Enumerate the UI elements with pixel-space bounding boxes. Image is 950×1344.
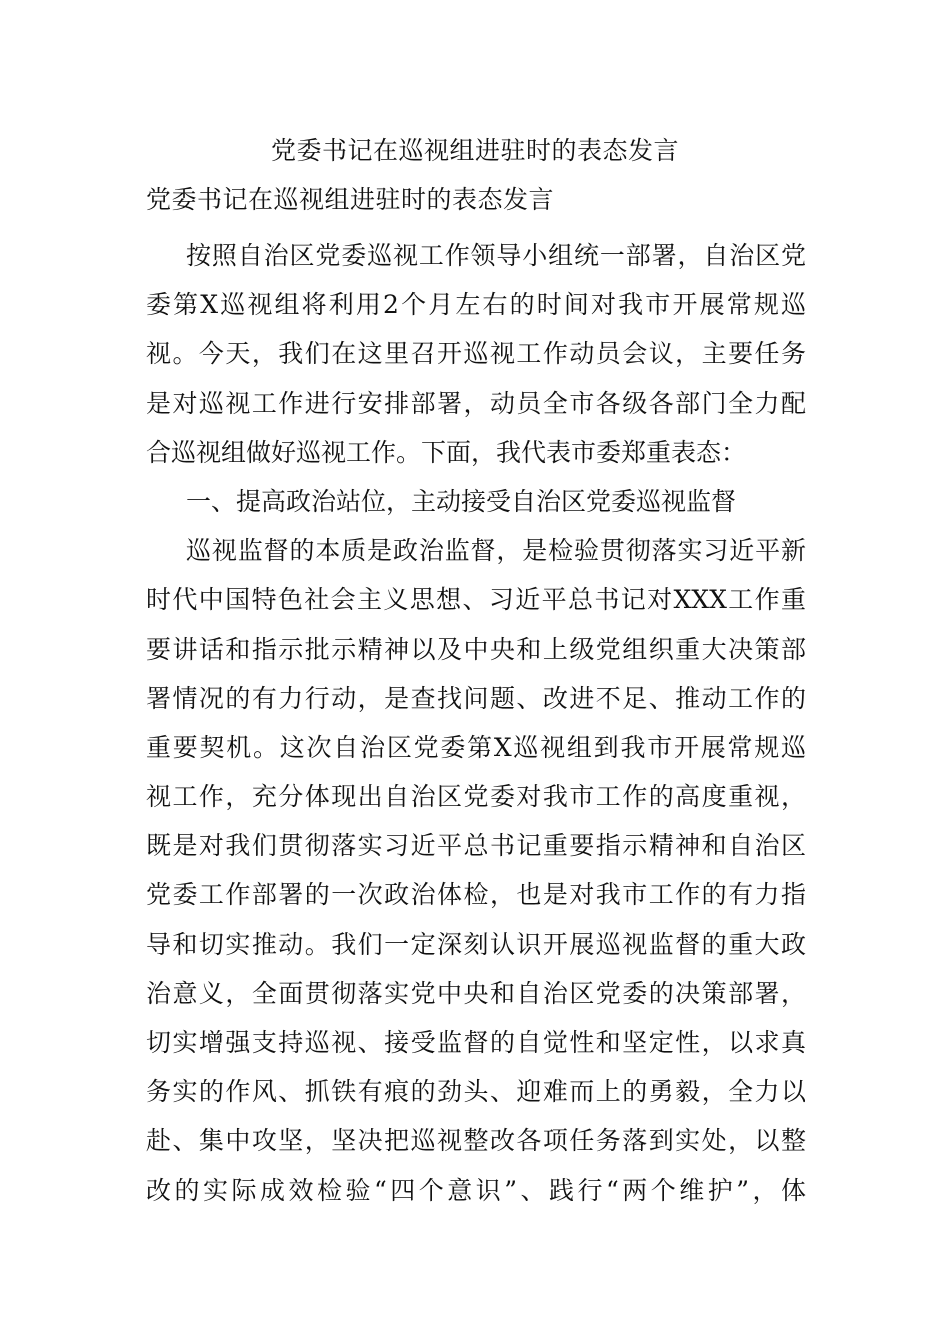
document-title: 党委书记在巡视组进驻时的表态发言 [270,136,679,165]
section-heading: 一、提高政治站位，主动接受自治区党委巡视监督 [186,486,737,516]
body-line: 巡视监督的本质是政治监督，是检验贯彻落实习近平新 [186,536,806,566]
body-line: 赴、集中攻坚，坚决把巡视整改各项任务落到实处，以整 [146,1126,806,1156]
body-line: 视。今天，我们在这里召开巡视工作动员会议，主要任务 [146,339,806,369]
body-line: 要讲话和指示批示精神以及中央和上级党组织重大决策部 [146,634,806,664]
body-line: 党委工作部署的一次政治体检，也是对我市工作的有力指 [146,880,806,910]
body-line: 重要契机。这次自治区党委第X巡视组到我市开展常规巡 [146,732,806,762]
body-line: 切实增强支持巡视、接受监督的自觉性和坚定性，以求真 [146,1028,806,1057]
body-line: 导和切实推动。我们一定深刻认识开展巡视监督的重大政 [146,929,806,959]
body-line: 是对巡视工作进行安排部署，动员全市各级各部门全力配 [146,388,806,418]
body-line: 委第X巡视组将利用2个月左右的时间对我市开展常规巡 [146,290,806,320]
body-line: 按照自治区党委巡视工作领导小组统一部署，自治区党 [186,241,806,270]
document-subtitle: 党委书记在巡视组进驻时的表态发言 [146,185,555,214]
body-line: 署情况的有力行动，是查找问题、改进不足、推动工作的 [146,683,806,713]
document-body [146,231,806,1215]
body-line: 视工作，充分体现出自治区党委对我市工作的高度重视， [146,782,806,812]
body-line: 合巡视组做好巡视工作。下面，我代表市委郑重表态： [146,437,747,467]
body-line: 改的实际成效检验“四个意识”、践行“两个维护”，体 [146,1175,806,1205]
body-line: 时代中国特色社会主义思想、习近平总书记对XXX工作重 [146,585,806,615]
body-line: 务实的作风、抓铁有痕的劲头、迎难而上的勇毅，全力以 [146,1077,806,1107]
body-line: 治意义，全面贯彻落实党中央和自治区党委的决策部署， [146,978,806,1008]
body-line: 既是对我们贯彻落实习近平总书记重要指示精神和自治区 [146,831,806,861]
